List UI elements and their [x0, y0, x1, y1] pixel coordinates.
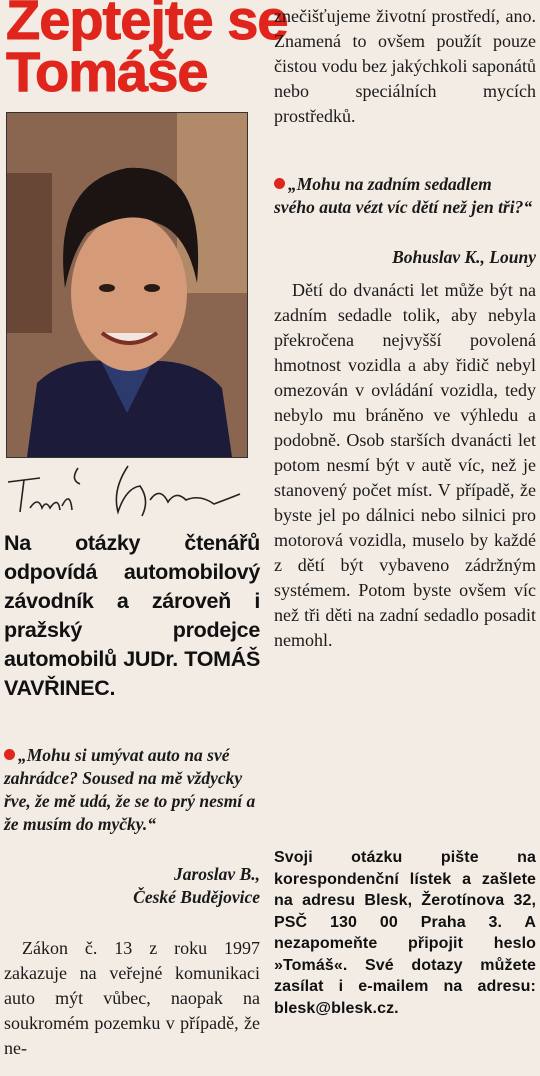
column-headline — [6, 0, 288, 103]
question-2-text: „Mohu na zadním sedadlem svého auta vézt víc dětí než jen tři?“ — [274, 174, 533, 217]
bullet-dot-icon — [274, 178, 285, 189]
answer-1-end: znečišťujeme životní prostředí, ano. Znamená to ovšem použít pouze čistou vodu bez jakýchkoli saponátů nebo speciálních mycích prostředků. — [274, 6, 536, 126]
question-1-author — [4, 863, 260, 909]
question-2 — [274, 173, 536, 219]
author-portrait-photo — [6, 112, 248, 458]
right-column — [274, 0, 536, 1076]
portrait-illustration — [7, 113, 247, 457]
question-2-author: Bohuslav K., Louny — [392, 247, 536, 267]
answer-1-start: Zákon č. 13 z roku 1997 zakazuje na veřejné komunikaci auto mýt vůbec, naopak na soukromém pozemku v případě, že ne- — [4, 938, 260, 1058]
bullet-dot-icon — [4, 749, 15, 760]
headline-line-2: Tomáše — [6, 40, 208, 103]
question-1-author-name: Jaroslav B., — [173, 864, 260, 884]
headline-line-1: Zeptejte se — [6, 0, 288, 51]
lead-paragraph: Na otázky čtenářů odpovídá automobilový závodník a zároveň i pražský prodejce automobilů JUDr. TOMÁŠ VAVŘINEC. — [4, 531, 260, 700]
question-1-text: „Mohu si umývat auto na své zahrádce? Soused na mě vždycky řve, že mě udá, že se to prý nesmí a že musím do myčky.“ — [4, 745, 256, 834]
contact-info: Svoji otázku pište na korespondenční lístek a zašlete na adresu Blesk, Žerotínova 32, PSČ 130 00 Praha 3. A nezapomeňte připojit heslo »Tomáš«. Své dotazy můžete zasílat i e-mailem na adresu: blesk@blesk.cz. — [274, 849, 536, 1017]
handwritten-signature — [0, 460, 262, 530]
question-1 — [4, 744, 260, 836]
answer-2: Dětí do dvanácti let může být na zadním sedadle tolik, aby nebyla překročena nejvyšší povolená hmotnost vozidla a aby řidič nebyl omezován v ovládání vozidla, tedy nebylo mu bráněno ve výhledu a podobně. Osob starších dvanácti let potom nesmí být v autě víc, než je stanovený počet míst. V případě, že byste jel po dálnici nebo silnici pro motorová vozidla, muselo by každé z dětí být vybaveno zádržným systémem. Potom byste ovšem víc než tři děti na zadní sedadlo posadit nemohl. — [274, 280, 536, 650]
question-1-author-place: České Budějovice — [133, 887, 260, 907]
